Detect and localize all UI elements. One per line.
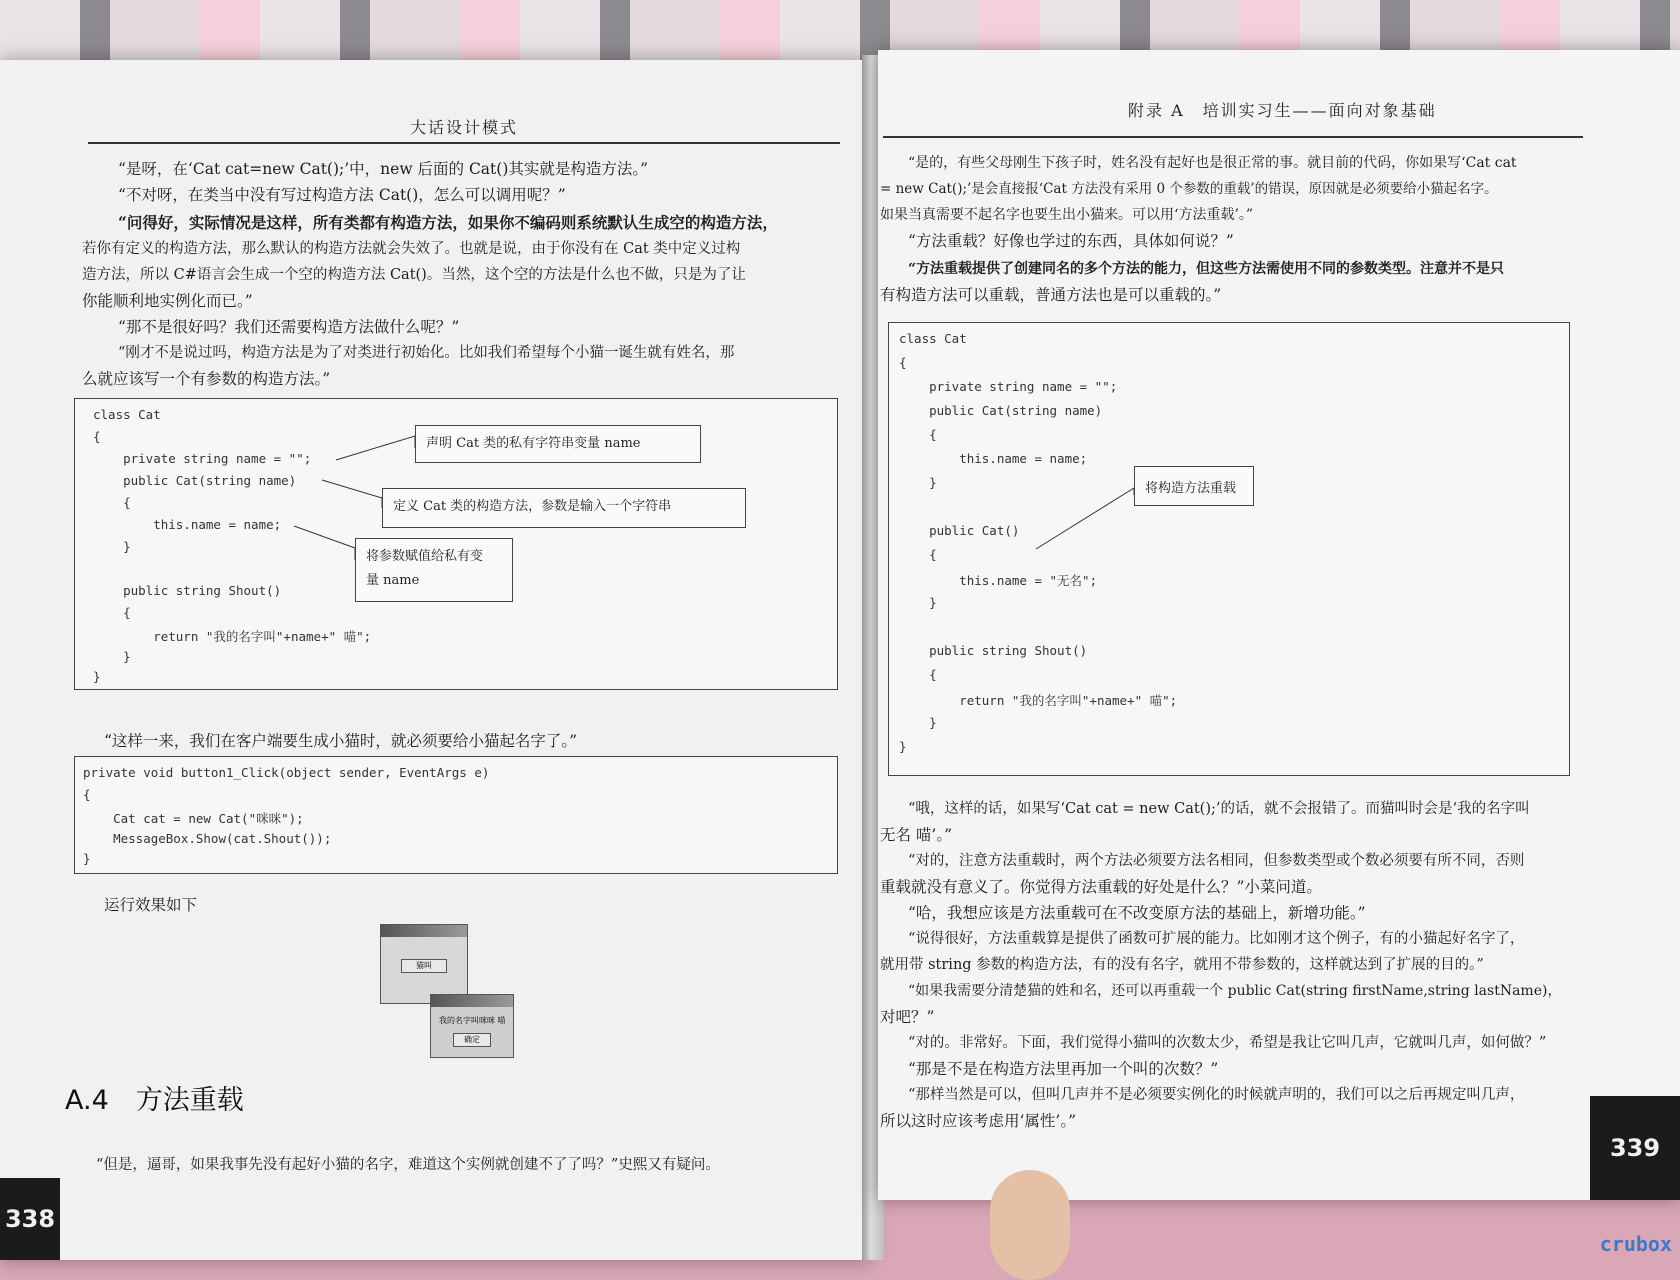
screenshot-main-form xyxy=(380,924,468,1004)
dialog-shout-button: 猫叫 xyxy=(401,959,447,973)
code-line: public Cat(string name) xyxy=(93,473,297,488)
code-line: } xyxy=(93,539,131,554)
code-line: } xyxy=(93,669,101,684)
left-paragraph: 造方法，所以 C#语言会生成一个空的构造方法 Cat()。当然，这个空的方法是什么也不做，只是为了让 xyxy=(82,267,746,283)
code-line: { xyxy=(899,427,937,442)
callout-overload: 将构造方法重载 xyxy=(1134,466,1254,506)
code-line: { xyxy=(93,495,131,510)
right-paragraph: “那样当然是可以，但叫几声并不是必须要实例化的时候就声明的，我们可以之后再规定叫几声， xyxy=(908,1087,1525,1103)
code-line: { xyxy=(899,355,907,370)
right-paragraph: “是的，有些父母刚生下孩子时，姓名没有起好也是很正常的事。就目前的代码，你如果写‘Cat cat xyxy=(908,155,1517,171)
left-paragraph: “这样一来，我们在客户端要生成小猫时，就必须要给小猫起名字了。” xyxy=(104,732,578,750)
code-line: private void button1_Click(object sender, EventArgs e) xyxy=(83,765,490,780)
screenshot-message-box xyxy=(430,994,514,1058)
callout-constructor: 定义 Cat 类的构造方法，参数是输入一个字符串 xyxy=(382,488,746,528)
right-paragraph: 如果当真需要不起名字也要生出小猫来。可以用‘方法重载’。” xyxy=(880,207,1254,223)
left-paragraph: 你能顺利地实例化而已。” xyxy=(82,292,253,310)
dialog-ok-button: 确定 xyxy=(453,1033,491,1047)
right-paragraph: “对的。非常好。下面，我们觉得小猫叫的次数太少，希望是我让它叫几声，它就叫几声，如何做？” xyxy=(908,1035,1547,1051)
right-paragraph: “对的，注意方法重载时，两个方法必须要方法名相同，但参数类型或个数必须要有所不同，否则 xyxy=(908,853,1525,869)
code-line: { xyxy=(93,429,101,444)
right-page xyxy=(878,50,1680,1200)
callout-line: 量 name xyxy=(366,573,420,588)
code-line: { xyxy=(899,667,937,682)
code-line: } xyxy=(899,475,937,490)
left-paragraph: “那不是很好吗？我们还需要构造方法做什么呢？” xyxy=(118,318,460,336)
left-running-header: 大话设计模式 xyxy=(410,118,519,137)
right-paragraph: “方法重载提供了创建同名的多个方法的能力，但这些方法需使用不同的参数类型。注意并不是只 xyxy=(908,261,1505,277)
code-line: Cat cat = new Cat("咪咪"); xyxy=(83,811,304,826)
right-paragraph: 有构造方法可以重载，普通方法也是可以重载的。” xyxy=(880,286,1222,304)
code-line: class Cat xyxy=(899,331,967,346)
left-paragraph: “刚才不是说过吗，构造方法是为了对类进行初始化。比如我们希望每个小猫一诞生就有姓名，那 xyxy=(118,345,735,361)
right-paragraph: 对吧？” xyxy=(880,1008,935,1026)
right-paragraph: 就用带 string 参数的构造方法，有的没有名字，就用不带参数的，这样就达到了扩展的目的。” xyxy=(880,957,1484,973)
code-line: private string name = ""; xyxy=(899,379,1118,394)
left-page xyxy=(0,60,870,1260)
left-paragraph: “但是，逼哥，如果我事先没有起好小猫的名字，难道这个实例就创建不了了吗？”史熙又有疑问。 xyxy=(96,1157,720,1173)
code-line: } xyxy=(899,715,937,730)
code-line: public Cat() xyxy=(899,523,1020,538)
right-paragraph: “哈，我想应该是方法重载可在不改变原方法的基础上，新增功能。” xyxy=(908,904,1366,922)
right-running-header: 附录 A 培训实习生——面向对象基础 xyxy=(1128,101,1437,120)
left-paragraph: “是呀，在‘Cat cat=new Cat();’中，new 后面的 Cat()其实就是构造方法。” xyxy=(118,160,649,178)
right-paragraph: “哦，这样的话，如果写‘Cat cat = new Cat();’的话，就不会报错了。而猫叫时会是‘我的名字叫 xyxy=(908,801,1530,817)
code-line: return "我的名字叫"+name+" 喵"; xyxy=(93,629,372,644)
right-paragraph: “说得很好，方法重载算是提供了函数可扩展的能力。比如刚才这个例子，有的小猫起好名字了， xyxy=(908,931,1525,947)
code-line: } xyxy=(899,739,907,754)
left-paragraph: 么就应该写一个有参数的构造方法。” xyxy=(82,370,331,388)
dialog-message: 我的名字叫咪咪 喵 xyxy=(439,1016,506,1025)
right-paragraph: “如果我需要分清楚猫的姓和名，还可以再重载一个 public Cat(string firstName,string lastName)， xyxy=(908,983,1562,999)
code-line: this.name = "无名"; xyxy=(899,573,1098,588)
left-paragraph: “不对呀，在类当中没有写过构造方法 Cat()，怎么可以调用呢？” xyxy=(118,186,566,204)
right-paragraph: “那是不是在构造方法里再加一个叫的次数？” xyxy=(908,1060,1219,1078)
right-paragraph: 无名 喵’。” xyxy=(880,826,953,844)
right-paragraph: = new Cat();’是会直接报‘Cat 方法没有采用 0 个参数的重载’的错误，原因就是必须要给小猫起名字。 xyxy=(880,181,1498,197)
callout-leader-line-right xyxy=(878,50,1680,750)
code-line: private string name = ""; xyxy=(93,451,312,466)
code-line: class Cat xyxy=(93,407,161,422)
callout-line: 将参数赋值给私有变 xyxy=(366,549,484,564)
left-paragraph: 若你有定义的构造方法，那么默认的构造方法就会失效了。也就是说，由于你没有在 Cat 类中定义过构 xyxy=(82,241,741,257)
page-number-right: 339 xyxy=(1590,1096,1680,1200)
code-line: } xyxy=(93,649,131,664)
run-result-label: 运行效果如下 xyxy=(104,896,198,914)
code-line: { xyxy=(83,787,91,802)
code-line: this.name = name; xyxy=(93,517,282,532)
code-line: return "我的名字叫"+name+" 喵"; xyxy=(899,693,1178,708)
right-paragraph: “方法重载？好像也学过的东西，具体如何说？” xyxy=(908,232,1234,250)
watermark: crubox xyxy=(1599,1232,1672,1256)
code-line: { xyxy=(93,605,131,620)
left-code-box-client xyxy=(74,756,838,874)
code-line: this.name = name; xyxy=(899,451,1088,466)
thumb xyxy=(990,1170,1070,1280)
callout-assign-param xyxy=(355,538,513,602)
callout-leader-lines xyxy=(0,60,870,760)
section-heading: A.4 方法重载 xyxy=(65,1085,244,1116)
right-paragraph: 所以这时应该考虑用‘属性’。” xyxy=(880,1112,1077,1130)
left-paragraph: “问得好，实际情况是这样，所有类都有构造方法，如果你不编码则系统默认生成空的构造方法， xyxy=(118,213,778,232)
code-line: public string Shout() xyxy=(899,643,1088,658)
code-line: } xyxy=(899,595,937,610)
code-line: MessageBox.Show(cat.Shout()); xyxy=(83,831,332,846)
code-line: public string Shout() xyxy=(93,583,282,598)
right-paragraph: 重载就没有意义了。你觉得方法重载的好处是什么？”小菜问道。 xyxy=(880,878,1322,896)
callout-private-field: 声明 Cat 类的私有字符串变量 name xyxy=(415,425,701,463)
page-number-left: 338 xyxy=(0,1178,60,1260)
code-line: } xyxy=(83,851,91,866)
code-line: { xyxy=(899,547,937,562)
code-line: public Cat(string name) xyxy=(899,403,1103,418)
